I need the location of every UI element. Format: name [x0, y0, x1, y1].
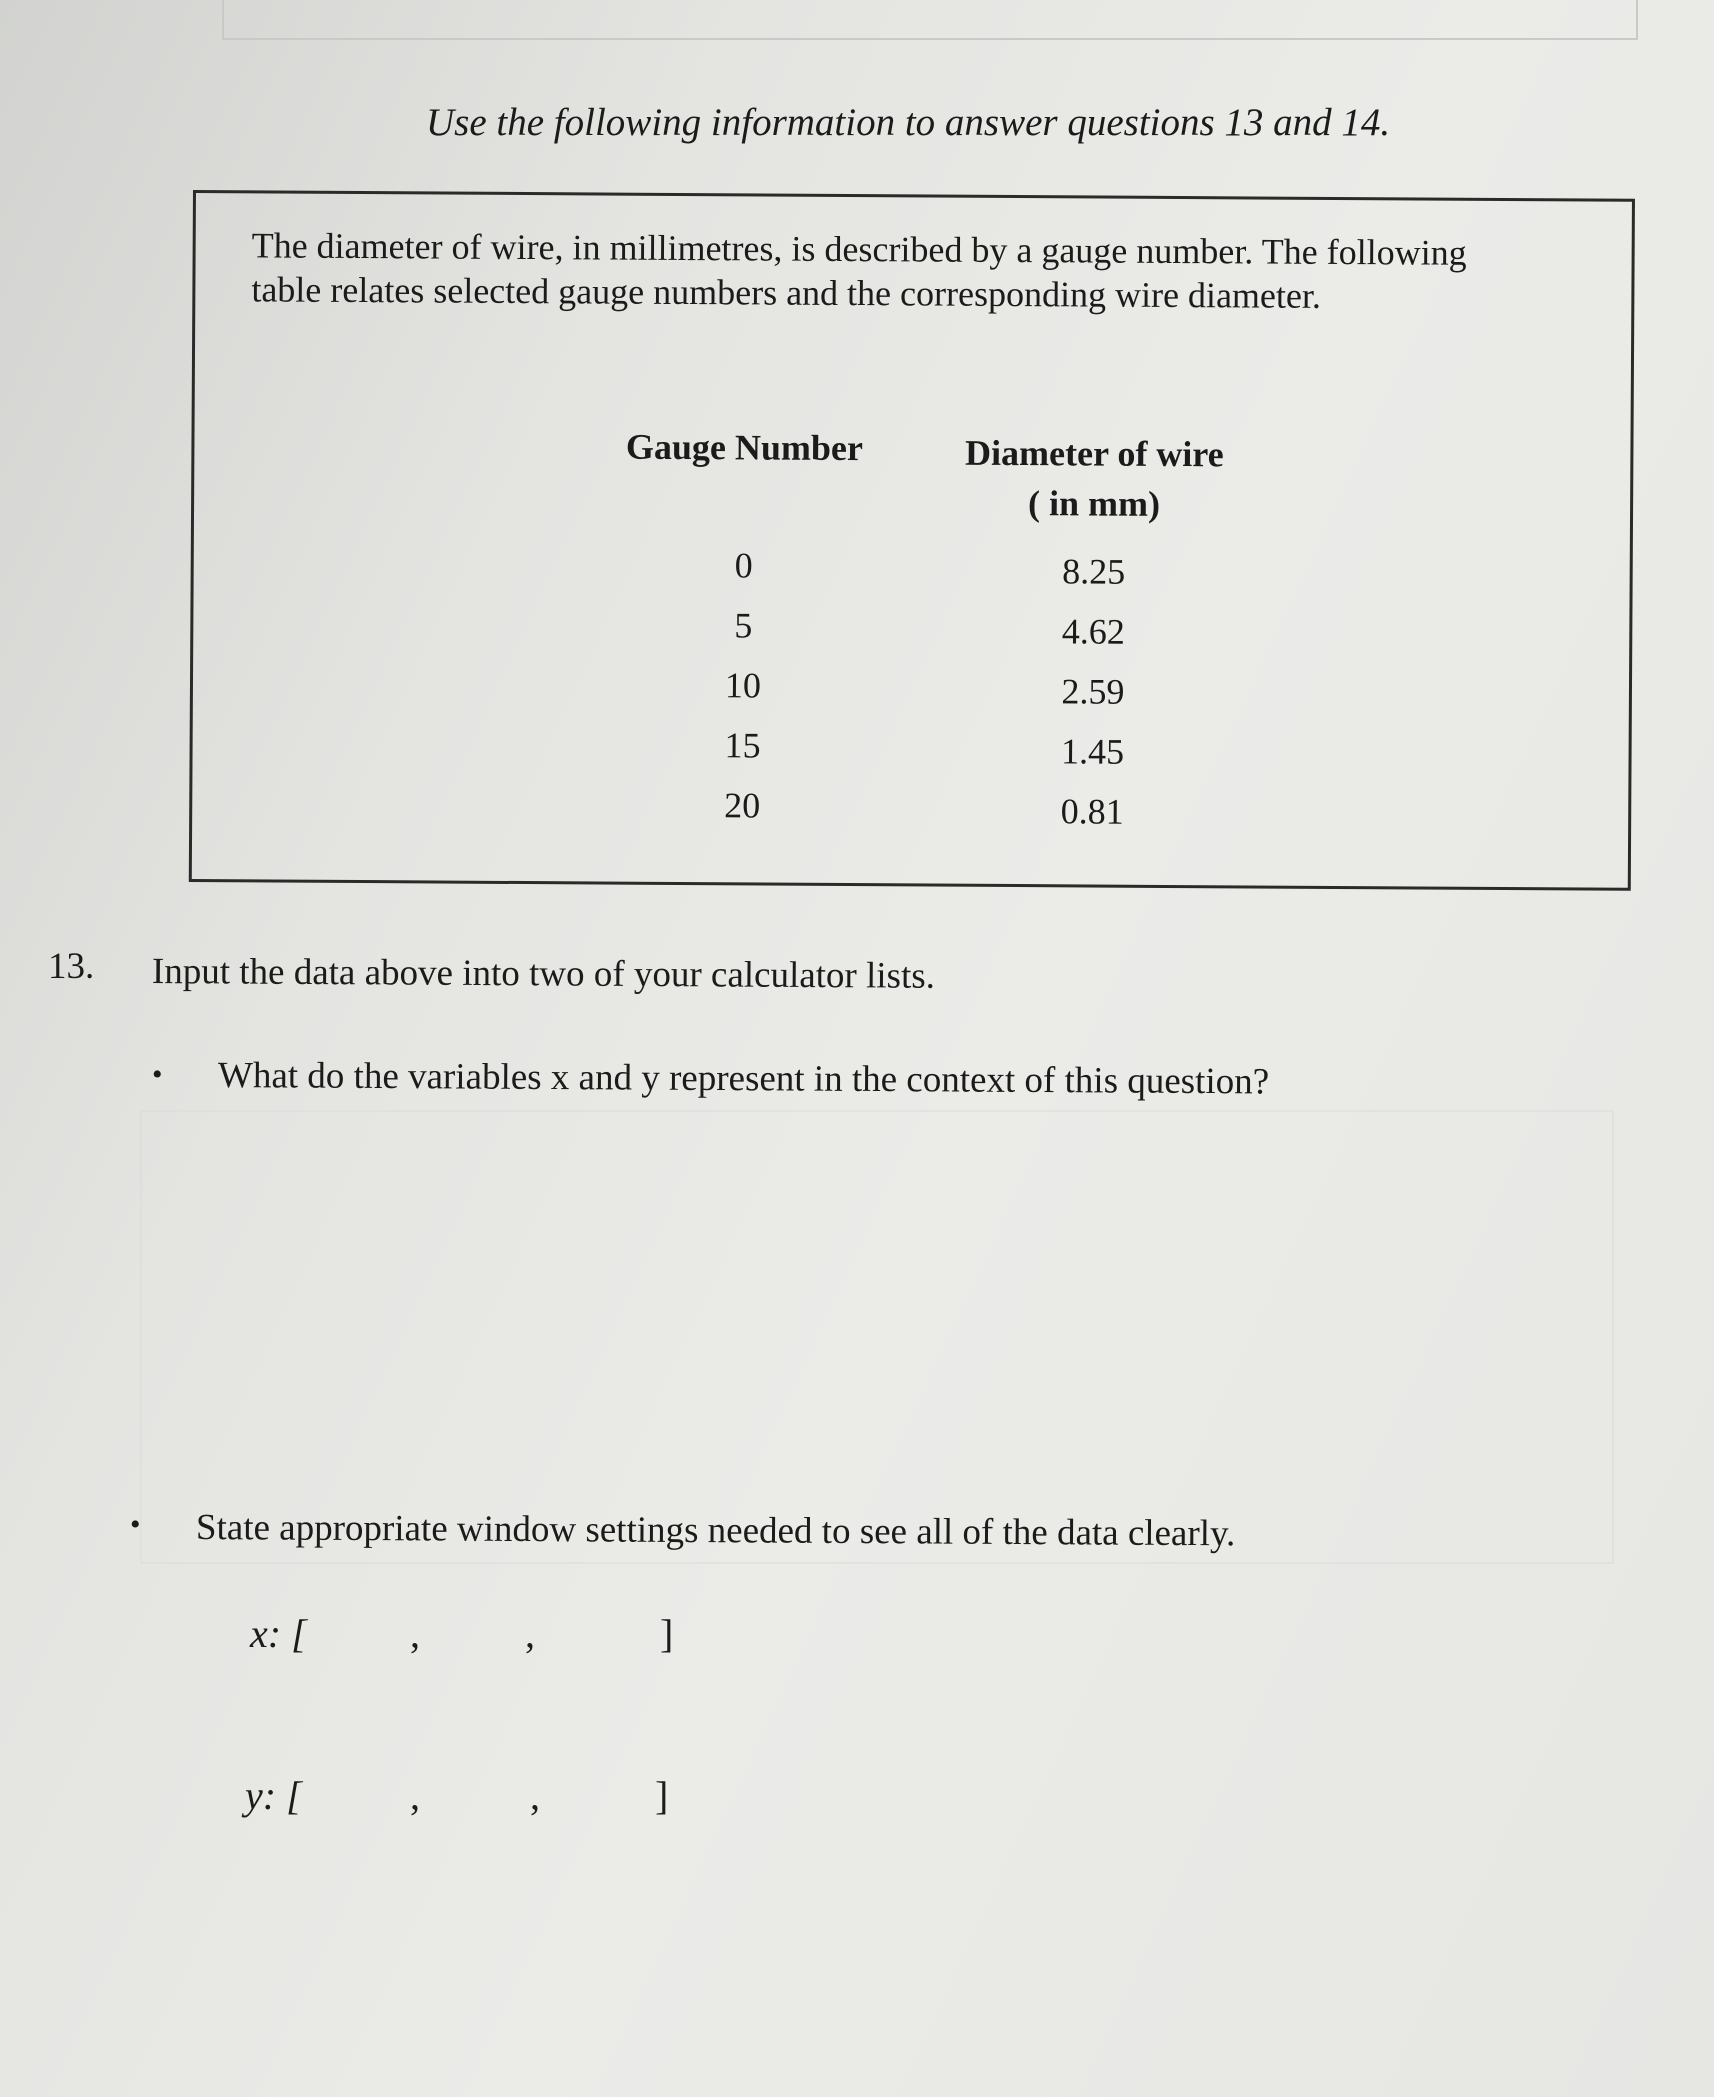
gauge-cell: 10: [724, 665, 762, 706]
x-window-comma-1: ,: [410, 1611, 420, 1656]
diameter-header: [934, 428, 1255, 530]
x-window-setting: [250, 1610, 674, 1657]
gauge-cell: 20: [724, 785, 761, 826]
gauge-cell: 5: [734, 605, 753, 646]
y-window-comma-1: ,: [410, 1773, 420, 1818]
question-number: 13.: [48, 946, 95, 987]
question-text: Input the data above into two of your calculator lists.: [151, 951, 936, 997]
diameter-header-line1: Diameter of wire: [965, 432, 1224, 475]
diameter-cell: 8.25: [1062, 551, 1126, 592]
y-window-setting: [245, 1772, 669, 1819]
show-through-box: [140, 1110, 1614, 1564]
bullet-window-question: State appropriate window settings needed to see all of the data clearly.: [195, 1507, 1236, 1555]
bullet-point: •: [130, 1508, 141, 1541]
gauge-number-header: Gauge Number: [625, 426, 864, 469]
intro-instruction: Use the following information to answer questions 13 and 14.: [426, 101, 1391, 144]
bullet-variables-question: What do the variables x and y represent in the context of this question?: [217, 1055, 1270, 1103]
x-window-label: x: [: [250, 1611, 307, 1656]
x-window-close-bracket: ]: [660, 1611, 674, 1656]
gauge-cell: 0: [734, 545, 753, 586]
gauge-cell: 15: [724, 725, 761, 766]
diameter-cell: 0.81: [1060, 791, 1124, 832]
diameter-cell: 2.59: [1061, 671, 1125, 712]
information-box: [189, 190, 1635, 891]
info-paragraph: The diameter of wire, in millimetres, is described by a gauge number. The following table relates selected gauge numbers and the corresponding wire diameter.: [251, 225, 1467, 316]
diameter-cell: 1.45: [1060, 731, 1125, 772]
bullet-point: •: [152, 1058, 163, 1091]
y-window-comma-2: ,: [530, 1773, 540, 1818]
y-window-label: y: [: [245, 1773, 302, 1818]
diameter-cell: 4.62: [1061, 611, 1125, 652]
x-window-comma-2: ,: [525, 1611, 535, 1656]
diameter-header-line2: ( in mm): [1027, 483, 1161, 524]
y-window-close-bracket: ]: [655, 1773, 669, 1818]
previous-answer-box: [222, 0, 1638, 40]
